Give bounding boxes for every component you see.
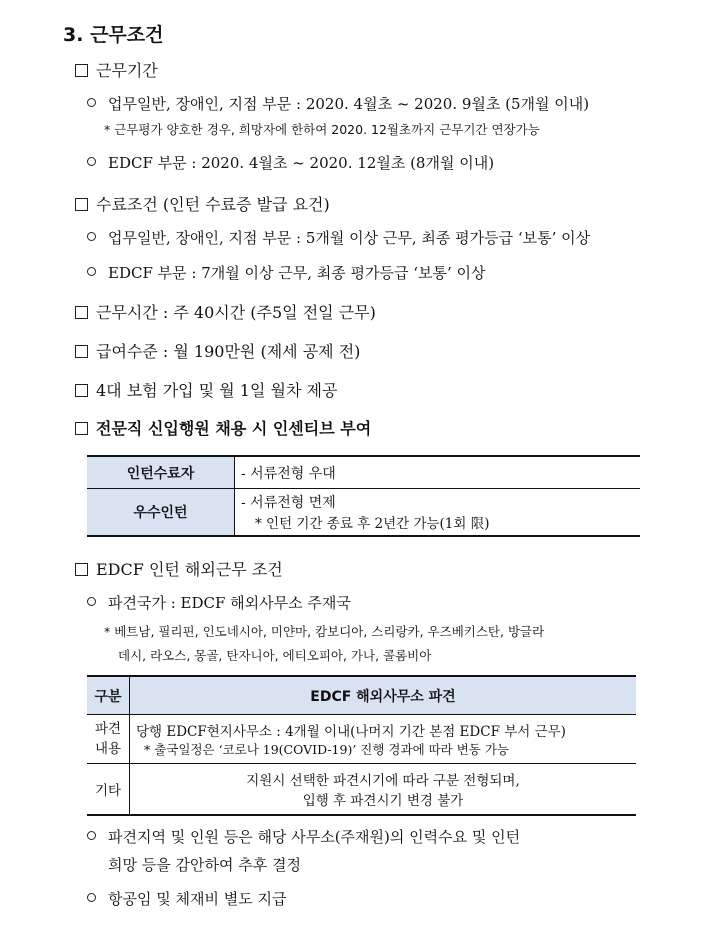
airfare-line: 항공임 및 체재비 별도 지급 [108,890,287,908]
other-line-1: 지원시 선택한 파견시기에 따라 구분 전형되며, [246,773,520,789]
table-row-label: 기타 [87,764,130,816]
checkbox-square-icon [75,422,88,435]
column-header-dispatch: EDCF 해외사무소 파견 [130,676,637,715]
table-row [87,715,636,764]
completion-general: 업무일반, 장애인, 지점 부문 : 5개월 이상 근무, 최종 평가등급 ‘보통’ 이상 [108,229,591,247]
salary-line [75,339,360,362]
section-title-text: 근무조건 [90,24,164,46]
circle-bullet-icon [87,831,96,840]
list-item [87,93,589,114]
list-item [87,592,351,613]
section-number: 3. [63,24,84,46]
table-row-value [130,764,637,816]
table-row-value [235,456,641,489]
section-title [63,20,164,47]
table-row-value [235,489,641,537]
list-item [87,262,486,283]
dispatch-decision-line-1: 파견지역 및 인원 등은 해당 사무소(주재원)의 인력수요 및 인턴 [108,828,521,846]
incentive-excellent-note: * 인턴 기간 종료 후 2년간 가능(1회 限) [255,516,490,532]
work-period-note: * 근무평가 양호한 경우, 희망자에 한하여 2020. 12월초까지 근무기간 연장가능 [104,122,540,137]
incentive-heading-text: 전문직 신입행원 채용 시 인센티브 부여 [96,419,372,438]
circle-bullet-icon [87,157,96,166]
incentive-table [87,455,640,537]
table-row-label: 파견 내용 [87,715,130,764]
salary-text: 급여수준 : 월 190만원 (제세 공제 전) [96,342,361,361]
table-row-label: 인턴수료자 [87,456,235,489]
dispatch-decision-line-2: 희망 등을 감안하여 추후 결정 [108,856,301,874]
completion-heading [75,192,330,215]
work-period-general: 업무일반, 장애인, 지점 부문 : 2020. 4월초 ~ 2020. 9월초 (5개월 이내) [108,95,590,113]
work-period-heading [75,58,158,81]
table-row [87,764,636,816]
circle-bullet-icon [87,232,96,241]
incentive-heading [75,416,371,439]
circle-bullet-icon [87,893,96,902]
work-period-edcf: EDCF 부문 : 2020. 4월초 ~ 2020. 12월초 (8개월 이내) [108,154,495,172]
table-header-row [87,676,636,715]
list-item [87,888,286,909]
column-header-category: 구분 [87,676,130,715]
country-line: 파견국가 : EDCF 해외사무소 주재국 [108,594,351,612]
checkbox-square-icon [75,384,88,397]
table-row [87,489,640,537]
country-note-line-2: 데시, 라오스, 몽골, 탄자니아, 에티오피아, 가나, 콜롬비아 [118,648,432,663]
dispatch-content: 당행 EDCF현지사무소 : 4개월 이내(나머지 기간 본점 EDCF 부서 근무) [136,724,566,740]
circle-bullet-icon [87,267,96,276]
dispatch-note: * 출국일정은 ‘코로나 19(COVID-19)’ 진행 경과에 따라 변동 가능 [144,742,510,757]
checkbox-square-icon [75,198,88,211]
table-row-label: 우수인턴 [87,489,235,537]
other-line-2: 입행 후 파견시기 변경 불가 [302,793,464,809]
checkbox-square-icon [75,64,88,77]
incentive-excellent-benefit: - 서류전형 면제 [241,495,336,511]
insurance-line [75,378,337,401]
circle-bullet-icon [87,98,96,107]
overseas-heading [75,557,283,580]
table-row [87,456,640,489]
table-row-value [130,715,637,764]
circle-bullet-icon [87,597,96,606]
completion-edcf: EDCF 부문 : 7개월 이상 근무, 최종 평가등급 ‘보통’ 이상 [108,264,486,282]
checkbox-square-icon [75,345,88,358]
completion-heading-text: 수료조건 (인턴 수료증 발급 요건) [96,195,330,214]
incentive-completer-benefit: - 서류전형 우대 [241,465,336,482]
work-period-heading-text: 근무기간 [96,61,158,80]
list-item [87,826,520,847]
overseas-table [87,675,636,816]
overseas-heading-text: EDCF 인턴 해외근무 조건 [96,560,283,579]
list-item [87,152,494,173]
hours-line [75,300,376,323]
checkbox-square-icon [75,563,88,576]
list-item [87,227,590,248]
hours-text: 근무시간 : 주 40시간 (주5일 전일 근무) [96,303,376,322]
country-note-line-1: * 베트남, 필리핀, 인도네시아, 미얀마, 캄보디아, 스리랑카, 우즈베키스탄, 방글라 [104,624,545,639]
checkbox-square-icon [75,306,88,319]
insurance-text: 4대 보험 가입 및 월 1일 월차 제공 [96,381,338,400]
